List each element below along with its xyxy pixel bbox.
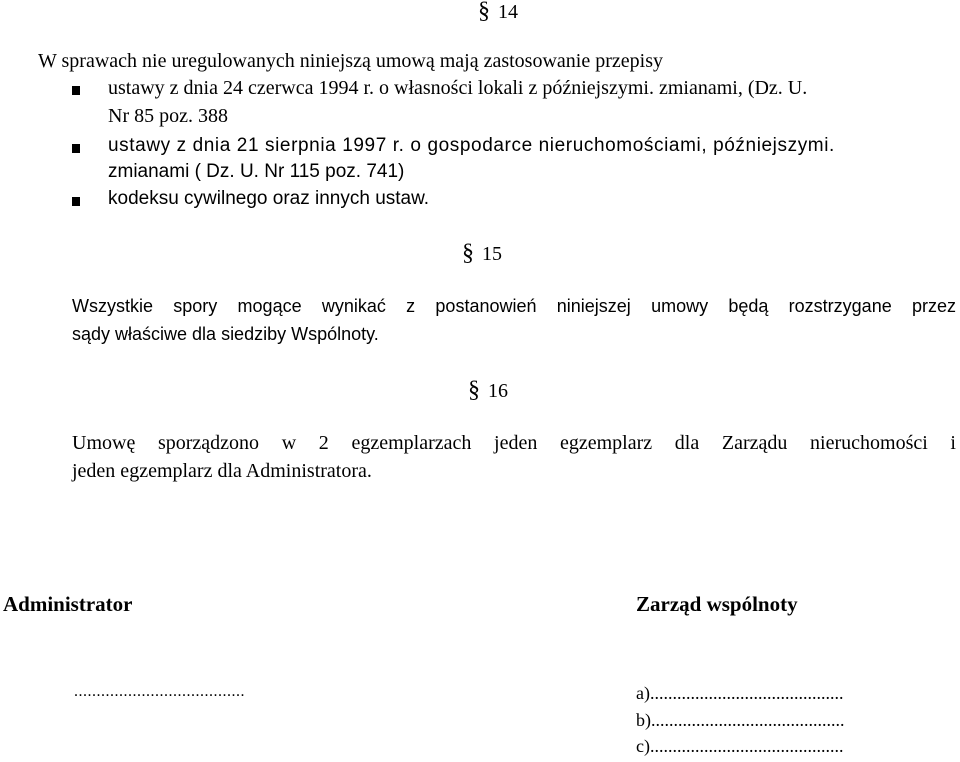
square-bullet-icon: [72, 197, 80, 206]
paragraph-15-line-1: Wszystkie spory mogące wynikać z postanowień niniejszej umowy będą rozstrzygane przez: [72, 296, 956, 316]
section-number: 14: [498, 1, 518, 23]
section-number: 15: [482, 243, 502, 265]
paragraph-15-line-2: sądy właściwe dla siedziby Wspólnoty.: [72, 324, 379, 344]
list-item-continuation: zmianami ( Dz. U. Nr 115 poz. 741): [108, 161, 405, 182]
signature-title-zarzad: Zarząd wspólnoty: [636, 592, 798, 616]
section-15-heading: [462, 240, 502, 267]
signature-line-administrator: ......................................: [74, 683, 245, 700]
section-number: 16: [488, 380, 508, 402]
paragraph-16-line-1: Umowę sporządzono w 2 egzemplarzach jeden egzemplarz dla Zarządu nieruchomości i: [72, 432, 956, 454]
intro-text: W sprawach nie uregulowanych niniejszą umową mają zastosowanie przepisy: [38, 50, 663, 72]
square-bullet-icon: [72, 86, 80, 95]
paragraph-16-line-2: jeden egzemplarz dla Administratora.: [72, 460, 372, 482]
signature-line-c: c)...........................................: [636, 736, 844, 756]
square-bullet-icon: [72, 144, 80, 153]
signature-title-administrator: Administrator: [3, 592, 133, 616]
section-symbol: §: [468, 377, 480, 403]
section-16-heading: [468, 377, 508, 404]
signature-line-b: b)...........................................: [636, 710, 845, 730]
list-item-continuation: Nr 85 poz. 388: [108, 105, 228, 127]
section-symbol: §: [462, 240, 474, 266]
list-item-text: kodeksu cywilnego oraz innych ustaw.: [108, 188, 430, 209]
signature-line-a: a)...........................................: [636, 683, 844, 703]
section-symbol: §: [478, 0, 490, 24]
section-14-heading: [478, 0, 518, 25]
list-item-text: ustawy z dnia 24 czerwca 1994 r. o własności lokali z późniejszymi. zmianami, (Dz. U.: [108, 77, 808, 99]
list-item-text: ustawy z dnia 21 sierpnia 1997 r. o gospodarce nieruchomościami, późniejszymi.: [108, 135, 835, 156]
